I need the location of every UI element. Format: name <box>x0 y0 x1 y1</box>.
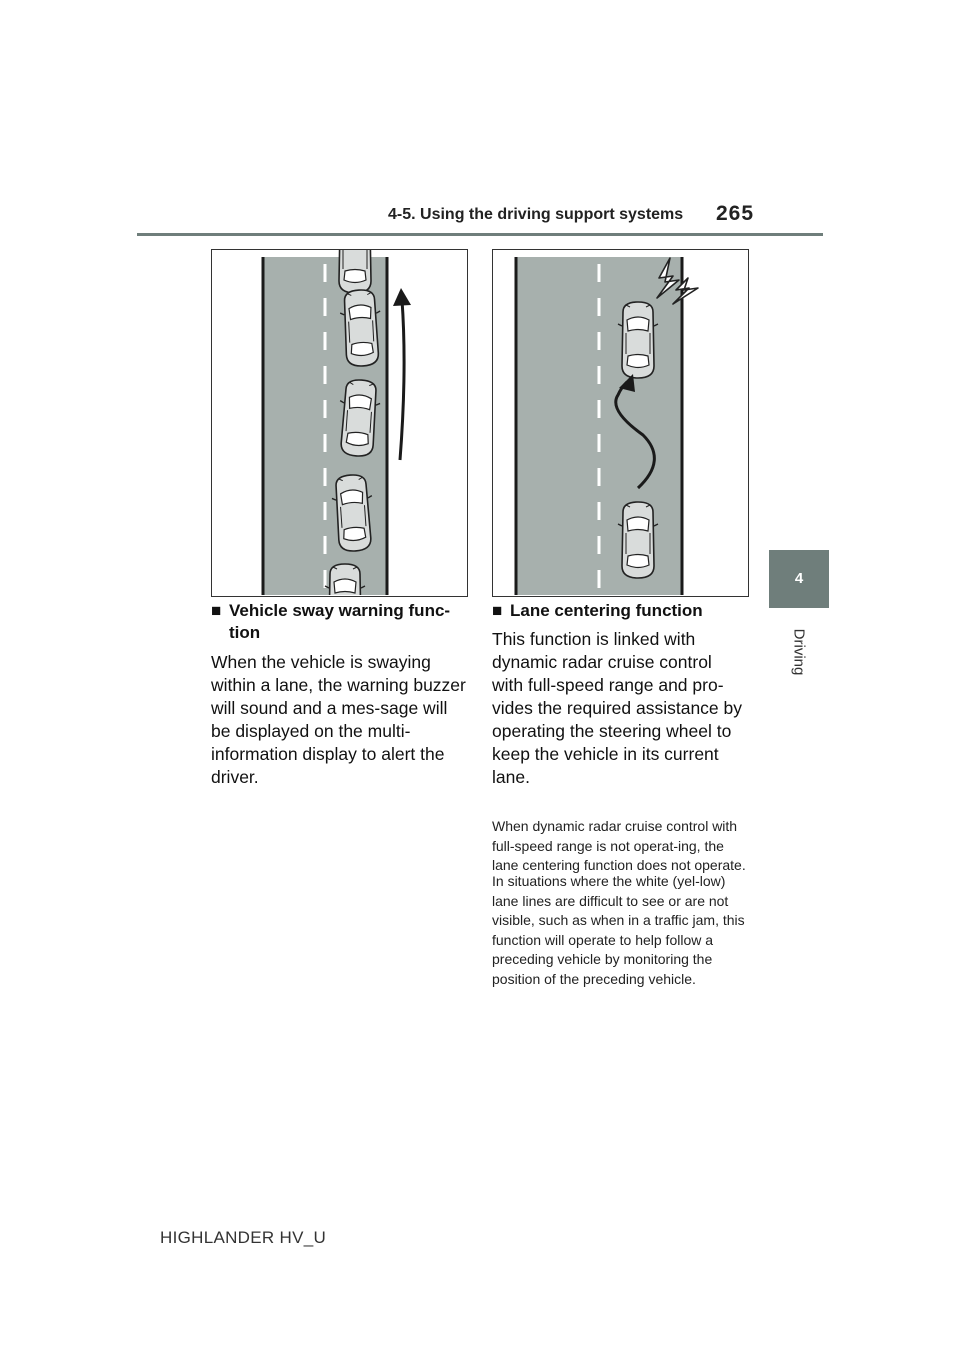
lane-centering-note-2: In situations where the white (yel-low) lane lines are difficult to see or are not visible, such as when in a traffic jam, this function will operate to help follow a preceding vehicle by monitoring the position of the preceding vehicle. <box>492 873 745 987</box>
chapter-tab <box>769 550 829 608</box>
chapter-number: 4 <box>794 570 804 587</box>
lane-centering-heading <box>492 600 752 622</box>
heading-bullet: ■ <box>211 601 222 620</box>
sway-warning-heading-text: Vehicle sway warning func-tion <box>229 601 451 642</box>
sway-warning-description: When the vehicle is swaying within a lane, the warning buzzer will sound and a mes-sage will be displayed on the multi-information display to alert the driver. <box>211 652 466 787</box>
page-number: 265 <box>716 202 755 225</box>
heading-bullet: ■ <box>492 601 503 620</box>
sway-warning-illustration <box>211 249 468 597</box>
chapter-label-text: Driving <box>790 628 808 676</box>
lane-centering-heading-text: Lane centering function <box>510 601 703 620</box>
lane-centering-description: This function is linked with dynamic radar cruise control with full-speed range and pro-vides the required assistance by operating the steering wheel to keep the vehicle in its current lane. <box>492 629 742 787</box>
footer-model: HIGHLANDER HV_U <box>160 1228 327 1247</box>
lane-centering-note-1: When dynamic radar cruise control with full-speed range is not operat-ing, the lane centering function does not operate. <box>492 818 746 873</box>
sway-warning-heading <box>211 600 471 644</box>
chapter-label <box>774 617 824 687</box>
section-title: 4-5. Using the driving support systems <box>388 206 684 223</box>
header-rule <box>137 233 823 236</box>
lane-centering-illustration <box>492 249 749 597</box>
